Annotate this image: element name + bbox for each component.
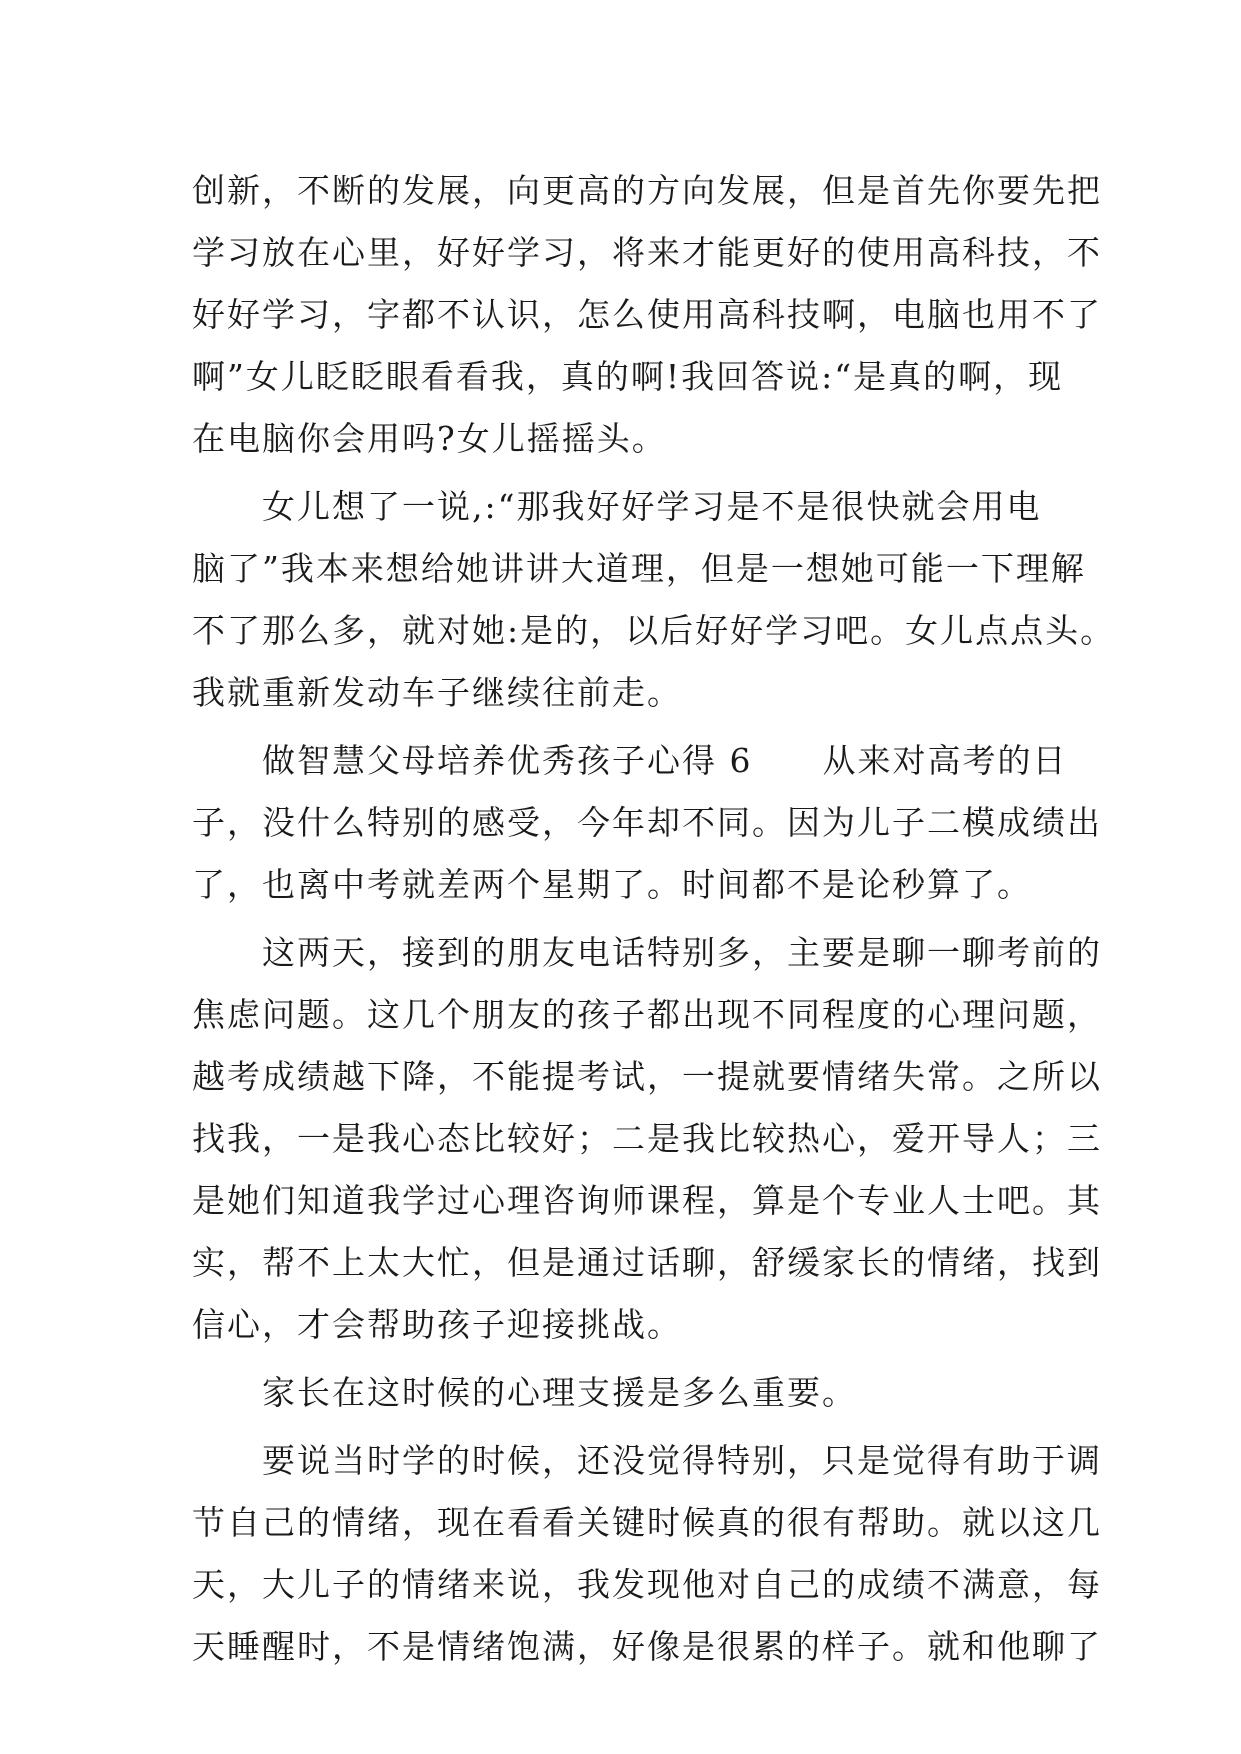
text-line: 找我，一是我心态比较好；二是我比较热心，爱开导人；三 (192, 1119, 1102, 1158)
text-line: 在电脑你会用吗?女儿摇摇头。 (192, 419, 667, 458)
text-line: 天睡醒时，不是情绪饱满，好像是很累的样子。就和他聊了 (192, 1627, 1102, 1666)
text-line: 好好学习，字都不认识，怎么使用高科技啊，电脑也用不了 (192, 295, 1102, 334)
text-line: 越考成绩越下降，不能提考试，一提就要情绪失常。之所以 (192, 1057, 1102, 1096)
text-line: 节自己的情绪，现在看看关键时候真的很有帮助。就以这几 (192, 1503, 1102, 1542)
text-line: 创新，不断的发展，向更高的方向发展，但是首先你要先把 (192, 171, 1102, 210)
text-line: 实，帮不上太大忙，但是通过话聊，舒缓家长的情绪，找到 (192, 1243, 1102, 1282)
text-line: 这两天，接到的朋友电话特别多，主要是聊一聊考前的 (192, 933, 1102, 972)
text-line: 要说当时学的时候，还没觉得特别，只是觉得有助于调 (192, 1441, 1102, 1480)
text-line: 学习放在心里，好好学习，将来才能更好的使用高科技，不 (192, 233, 1102, 272)
text-line: 天，大儿子的情绪来说，我发现他对自己的成绩不满意，每 (192, 1565, 1102, 1604)
text-line: 我就重新发动车子继续往前走。 (192, 673, 682, 712)
text-line: 家长在这时候的心理支援是多么重要。 (192, 1373, 857, 1412)
text-line: 信心，才会帮助孩子迎接挑战。 (192, 1305, 682, 1344)
text-line: 了，也离中考就差两个星期了。时间都不是论秒算了。 (192, 865, 1032, 904)
body-text (192, 160, 1116, 1678)
text-line: 啊”女儿眨眨眼看看我，真的啊!我回答说:“是真的啊，现 (192, 357, 1064, 396)
text-line: 做智慧父母培养优秀孩子心得 6 从来对高考的日 (192, 741, 1068, 780)
text-line: 女儿想了一说,:“那我好好学习是不是很快就会用电 (192, 487, 1042, 526)
text-line: 脑了”我本来想给她讲讲大道理，但是一想她可能一下理解 (192, 549, 1086, 588)
text-line: 不了那么多，就对她:是的，以后好好学习吧。女儿点点头。 (192, 611, 1116, 650)
text-line: 子，没什么特别的感受，今年却不同。因为儿子二模成绩出 (192, 803, 1102, 842)
text-line: 是她们知道我学过心理咨询师课程，算是个专业人士吧。其 (192, 1181, 1102, 1220)
text-line: 焦虑问题。这几个朋友的孩子都出现不同程度的心理问题， (192, 995, 1102, 1034)
